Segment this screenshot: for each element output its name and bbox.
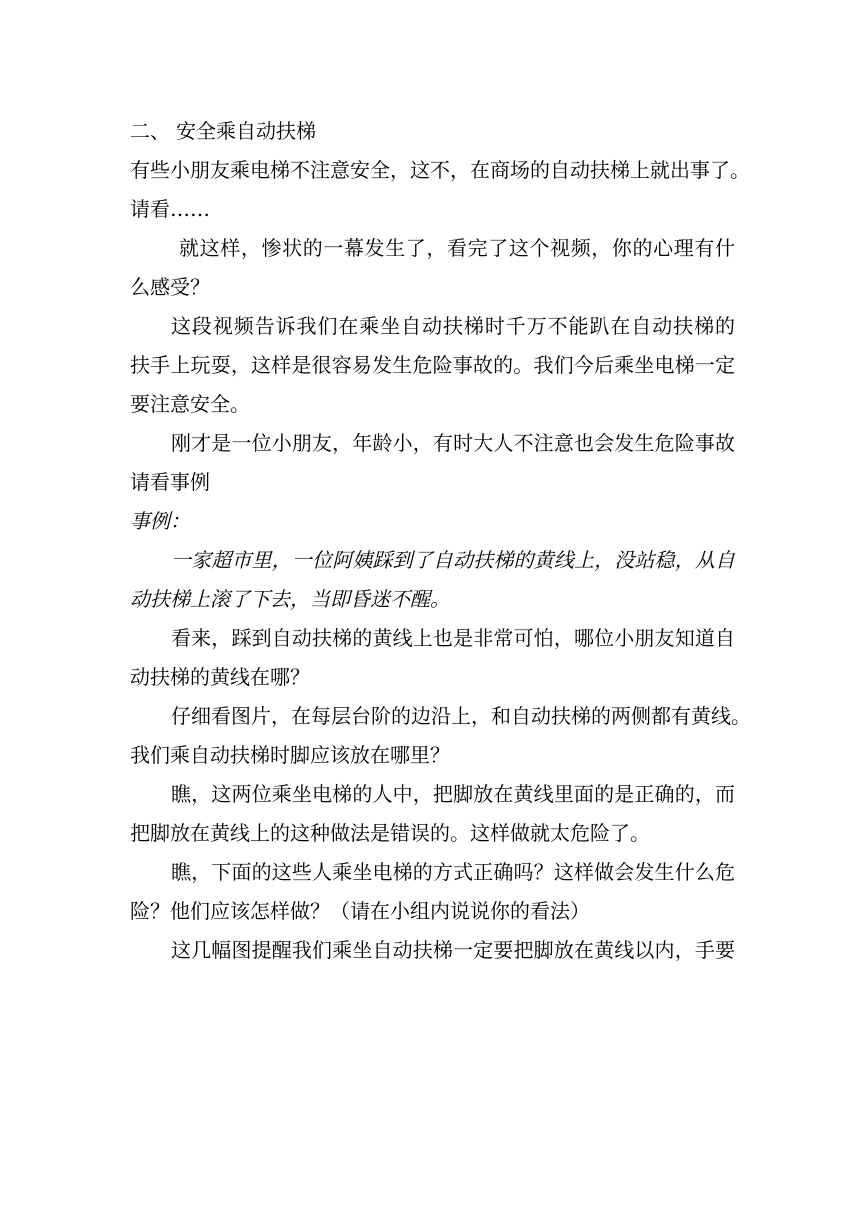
paragraph-line: 动扶梯的黄线在哪？ [130, 665, 310, 689]
example-label: 事例： [130, 509, 190, 533]
paragraph-line: 就这样，惨状的一幕发生了，看完了这个视频，你的心理有什 [179, 236, 735, 260]
paragraph-line: 把脚放在黄线上的这种做法是错误的。这样做就太危险了。 [130, 821, 650, 845]
paragraph-line: 看来，踩到自动扶梯的黄线上也是非常可怕，哪位小朋友知道自 [171, 626, 735, 650]
paragraph-line: 瞧，下面的这些人乘坐电梯的方式正确吗？这样做会发生什么危 [171, 860, 735, 884]
paragraph-line: 这段视频告诉我们在乘坐自动扶梯时千万不能趴在自动扶梯的 [171, 314, 735, 338]
paragraph-line: 我们乘自动扶梯时脚应该放在哪里？ [130, 743, 450, 767]
paragraph-line: 扶手上玩耍，这样是很容易发生危险事故的。我们今后乘坐电梯一定 [130, 353, 735, 377]
example-line: 一家超市里，一位阿姨踩到了自动扶梯的黄线上，没站稳，从自 [171, 548, 735, 572]
document-page [130, 112, 751, 970]
paragraph-line: 有些小朋友乘电梯不注意安全，这不，在商场的自动扶梯上就出事了。 [130, 158, 750, 182]
paragraph-line: 险？他们应该怎样做？（请在小组内说说你的看法） [130, 899, 590, 923]
section-number: 二、 [130, 119, 170, 143]
paragraph-line: 这几幅图提醒我们乘坐自动扶梯一定要把脚放在黄线以内，手要 [171, 938, 735, 962]
paragraph-line: 要注意安全。 [130, 392, 250, 416]
paragraph-line: 瞧，这两位乘坐电梯的人中，把脚放在黄线里面的是正确的，而 [171, 782, 735, 806]
section-heading [130, 112, 735, 151]
paragraph-line: 请看事例 [130, 470, 210, 494]
section-title: 安全乘自动扶梯 [176, 119, 316, 143]
paragraph-line: 仔细看图片，在每层台阶的边沿上，和自动扶梯的两侧都有黄线。 [171, 704, 751, 728]
paragraph-line: 么感受？ [130, 275, 210, 299]
example-line: 动扶梯上滚了下去，当即昏迷不醒。 [130, 587, 450, 611]
paragraph-line: 请看…… [130, 197, 210, 221]
paragraph-line: 刚才是一位小朋友，年龄小，有时大人不注意也会发生危险事故 [171, 431, 735, 455]
